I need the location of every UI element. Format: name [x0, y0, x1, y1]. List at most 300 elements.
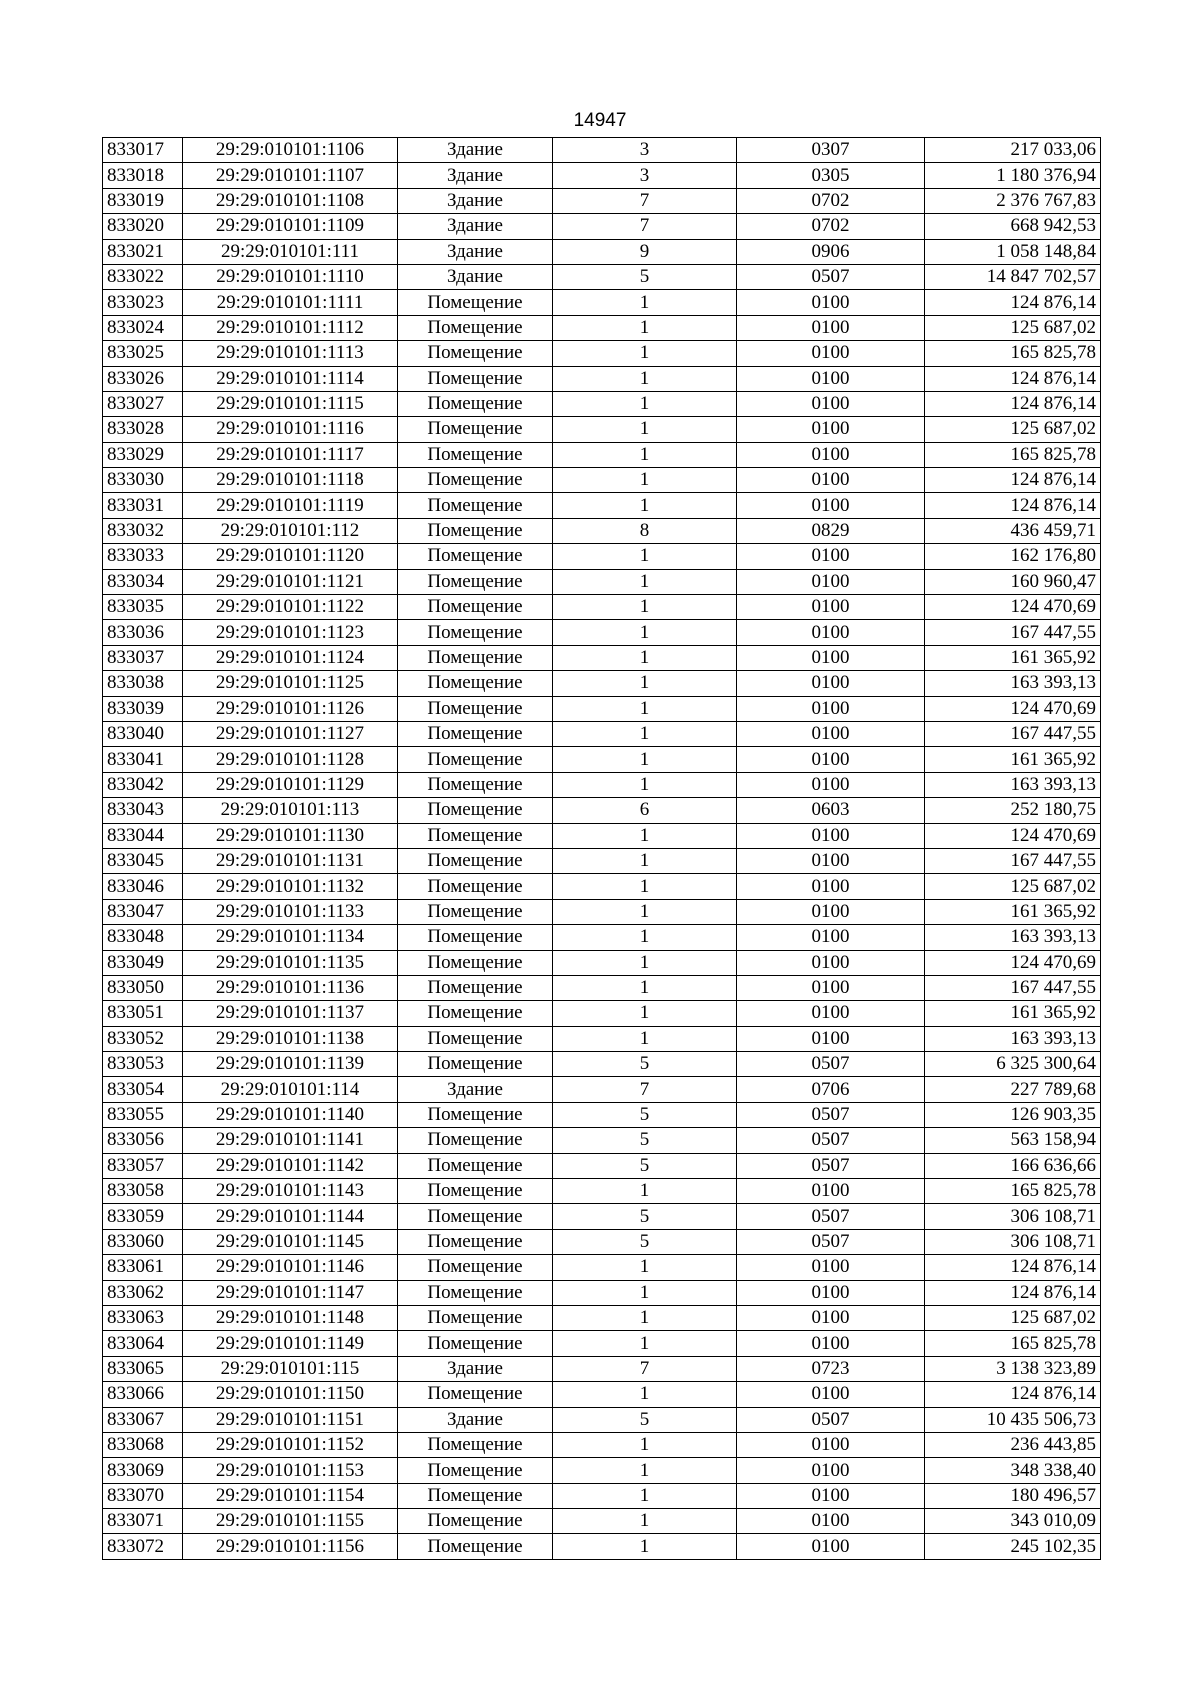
group-cell: 1: [553, 569, 737, 594]
group-cell: 1: [553, 544, 737, 569]
row-number-cell: 833071: [103, 1509, 183, 1534]
cadastral-number-cell: 29:29:010101:1154: [183, 1483, 398, 1508]
row-number-cell: 833039: [103, 696, 183, 721]
table-row: [103, 671, 1101, 696]
group-cell: 3: [553, 163, 737, 188]
object-type-cell: Здание: [398, 214, 553, 239]
table-row: [103, 747, 1101, 772]
group-cell: 5: [553, 1153, 737, 1178]
row-number-cell: 833026: [103, 366, 183, 391]
group-cell: 5: [553, 1102, 737, 1127]
object-type-cell: Помещение: [398, 290, 553, 315]
code-cell: 0100: [737, 823, 925, 848]
table-row: [103, 1255, 1101, 1280]
group-cell: 5: [553, 1407, 737, 1432]
cadastral-value-cell: 245 102,35: [925, 1534, 1101, 1559]
cadastral-number-cell: 29:29:010101:1115: [183, 391, 398, 416]
object-type-cell: Помещение: [398, 1102, 553, 1127]
row-number-cell: 833050: [103, 975, 183, 1000]
row-number-cell: 833043: [103, 798, 183, 823]
cadastral-value-cell: 180 496,57: [925, 1483, 1101, 1508]
object-type-cell: Помещение: [398, 1001, 553, 1026]
object-type-cell: Помещение: [398, 1534, 553, 1559]
object-type-cell: Помещение: [398, 1204, 553, 1229]
group-cell: 1: [553, 1331, 737, 1356]
cadastral-number-cell: 29:29:010101:1118: [183, 468, 398, 493]
row-number-cell: 833038: [103, 671, 183, 696]
group-cell: 1: [553, 1509, 737, 1534]
code-cell: 0100: [737, 290, 925, 315]
cadastral-value-cell: 161 365,92: [925, 645, 1101, 670]
row-number-cell: 833048: [103, 925, 183, 950]
cadastral-value-cell: 563 158,94: [925, 1128, 1101, 1153]
cadastral-number-cell: 29:29:010101:1126: [183, 696, 398, 721]
row-number-cell: 833030: [103, 468, 183, 493]
group-cell: 1: [553, 595, 737, 620]
code-cell: 0100: [737, 1534, 925, 1559]
table-row: [103, 721, 1101, 746]
cadastral-number-cell: 29:29:010101:1143: [183, 1179, 398, 1204]
table-row: [103, 1483, 1101, 1508]
cadastral-number-cell: 29:29:010101:1121: [183, 569, 398, 594]
group-cell: 5: [553, 1229, 737, 1254]
group-cell: 5: [553, 1128, 737, 1153]
cadastral-value-cell: 14 847 702,57: [925, 264, 1101, 289]
row-number-cell: 833065: [103, 1356, 183, 1381]
code-cell: 0100: [737, 848, 925, 873]
cadastral-number-cell: 29:29:010101:1144: [183, 1204, 398, 1229]
row-number-cell: 833057: [103, 1153, 183, 1178]
object-type-cell: Помещение: [398, 1153, 553, 1178]
cadastral-number-cell: 29:29:010101:1151: [183, 1407, 398, 1432]
group-cell: 5: [553, 1204, 737, 1229]
group-cell: 1: [553, 1179, 737, 1204]
cadastral-value-cell: 126 903,35: [925, 1102, 1101, 1127]
table-row: [103, 1534, 1101, 1559]
object-type-cell: Помещение: [398, 1483, 553, 1508]
row-number-cell: 833017: [103, 138, 183, 163]
row-number-cell: 833059: [103, 1204, 183, 1229]
code-cell: 0100: [737, 1255, 925, 1280]
cadastral-number-cell: 29:29:010101:1111: [183, 290, 398, 315]
code-cell: 0100: [737, 1382, 925, 1407]
cadastral-number-cell: 29:29:010101:1110: [183, 264, 398, 289]
group-cell: 1: [553, 1001, 737, 1026]
table-row: [103, 1229, 1101, 1254]
table-row: [103, 1128, 1101, 1153]
code-cell: 0100: [737, 721, 925, 746]
object-type-cell: Помещение: [398, 975, 553, 1000]
row-number-cell: 833018: [103, 163, 183, 188]
object-type-cell: Помещение: [398, 1179, 553, 1204]
group-cell: 1: [553, 747, 737, 772]
cadastral-number-cell: 29:29:010101:1124: [183, 645, 398, 670]
cadastral-value-cell: 124 876,14: [925, 366, 1101, 391]
object-type-cell: Помещение: [398, 645, 553, 670]
object-type-cell: Здание: [398, 239, 553, 264]
object-type-cell: Помещение: [398, 1458, 553, 1483]
cadastral-value-cell: 348 338,40: [925, 1458, 1101, 1483]
object-type-cell: Помещение: [398, 442, 553, 467]
cadastral-number-cell: 29:29:010101:1141: [183, 1128, 398, 1153]
object-type-cell: Здание: [398, 138, 553, 163]
table-row: [103, 848, 1101, 873]
code-cell: 0100: [737, 1179, 925, 1204]
group-cell: 5: [553, 1052, 737, 1077]
group-cell: 1: [553, 1280, 737, 1305]
group-cell: 1: [553, 671, 737, 696]
group-cell: 1: [553, 975, 737, 1000]
object-type-cell: Помещение: [398, 798, 553, 823]
cadastral-number-cell: 29:29:010101:1149: [183, 1331, 398, 1356]
group-cell: 1: [553, 468, 737, 493]
code-cell: 0507: [737, 1407, 925, 1432]
cadastral-value-cell: 125 687,02: [925, 874, 1101, 899]
row-number-cell: 833056: [103, 1128, 183, 1153]
object-type-cell: Помещение: [398, 1331, 553, 1356]
object-type-cell: Здание: [398, 1407, 553, 1432]
cadastral-number-cell: 29:29:010101:1135: [183, 950, 398, 975]
cadastral-number-cell: 29:29:010101:1146: [183, 1255, 398, 1280]
cadastral-number-cell: 29:29:010101:1130: [183, 823, 398, 848]
cadastral-value-cell: 1 058 148,84: [925, 239, 1101, 264]
table-row: [103, 1382, 1101, 1407]
table-row: [103, 1458, 1101, 1483]
row-number-cell: 833041: [103, 747, 183, 772]
cadastral-value-cell: 252 180,75: [925, 798, 1101, 823]
table-row: [103, 696, 1101, 721]
row-number-cell: 833036: [103, 620, 183, 645]
code-cell: 0100: [737, 645, 925, 670]
row-number-cell: 833066: [103, 1382, 183, 1407]
object-type-cell: Помещение: [398, 772, 553, 797]
code-cell: 0906: [737, 239, 925, 264]
object-type-cell: Здание: [398, 264, 553, 289]
code-cell: 0507: [737, 1204, 925, 1229]
object-type-cell: Помещение: [398, 1432, 553, 1457]
row-number-cell: 833054: [103, 1077, 183, 1102]
table-row: [103, 1509, 1101, 1534]
row-number-cell: 833033: [103, 544, 183, 569]
cadastral-number-cell: 29:29:010101:1155: [183, 1509, 398, 1534]
cadastral-value-cell: 163 393,13: [925, 925, 1101, 950]
group-cell: 1: [553, 1432, 737, 1457]
table-row: [103, 1280, 1101, 1305]
row-number-cell: 833063: [103, 1305, 183, 1330]
group-cell: 1: [553, 1483, 737, 1508]
table-row: [103, 1102, 1101, 1127]
object-type-cell: Помещение: [398, 569, 553, 594]
row-number-cell: 833061: [103, 1255, 183, 1280]
cadastral-number-cell: 29:29:010101:113: [183, 798, 398, 823]
object-type-cell: Помещение: [398, 1229, 553, 1254]
cadastral-value-cell: 161 365,92: [925, 1001, 1101, 1026]
row-number-cell: 833053: [103, 1052, 183, 1077]
table-row: [103, 1179, 1101, 1204]
cadastral-number-cell: 29:29:010101:1132: [183, 874, 398, 899]
cadastral-value-cell: 236 443,85: [925, 1432, 1101, 1457]
table-row: [103, 620, 1101, 645]
group-cell: 1: [553, 493, 737, 518]
object-type-cell: Помещение: [398, 1052, 553, 1077]
code-cell: 0100: [737, 1458, 925, 1483]
object-type-cell: Здание: [398, 163, 553, 188]
code-cell: 0100: [737, 1305, 925, 1330]
table-row: [103, 950, 1101, 975]
code-cell: 0100: [737, 1331, 925, 1356]
table-row: [103, 569, 1101, 594]
cadastral-value-cell: 124 876,14: [925, 391, 1101, 416]
page-number: 14947: [573, 110, 627, 131]
group-cell: 7: [553, 188, 737, 213]
table-row: [103, 366, 1101, 391]
object-type-cell: Помещение: [398, 366, 553, 391]
cadastral-value-cell: 124 470,69: [925, 950, 1101, 975]
row-number-cell: 833051: [103, 1001, 183, 1026]
group-cell: 1: [553, 391, 737, 416]
table-row: [103, 874, 1101, 899]
code-cell: 0100: [737, 696, 925, 721]
table-row: [103, 595, 1101, 620]
group-cell: 1: [553, 620, 737, 645]
cadastral-number-cell: 29:29:010101:1148: [183, 1305, 398, 1330]
cadastral-value-cell: 163 393,13: [925, 772, 1101, 797]
table-row: [103, 1407, 1101, 1432]
group-cell: 1: [553, 1305, 737, 1330]
cadastral-value-cell: 2 376 767,83: [925, 188, 1101, 213]
cadastral-number-cell: 29:29:010101:112: [183, 518, 398, 543]
code-cell: 0307: [737, 138, 925, 163]
code-cell: 0100: [737, 1483, 925, 1508]
code-cell: 0100: [737, 747, 925, 772]
table-row: [103, 1356, 1101, 1381]
cadastral-value-cell: 167 447,55: [925, 721, 1101, 746]
row-number-cell: 833047: [103, 899, 183, 924]
cadastral-value-cell: 124 876,14: [925, 1382, 1101, 1407]
code-cell: 0507: [737, 1102, 925, 1127]
cadastral-number-cell: 29:29:010101:1114: [183, 366, 398, 391]
cadastral-value-cell: 343 010,09: [925, 1509, 1101, 1534]
table-row: [103, 1026, 1101, 1051]
cadastral-number-cell: 29:29:010101:1120: [183, 544, 398, 569]
row-number-cell: 833067: [103, 1407, 183, 1432]
code-cell: 0100: [737, 442, 925, 467]
cadastral-value-cell: 125 687,02: [925, 417, 1101, 442]
cadastral-number-cell: 29:29:010101:1127: [183, 721, 398, 746]
cadastral-value-cell: 125 687,02: [925, 1305, 1101, 1330]
row-number-cell: 833024: [103, 315, 183, 340]
code-cell: 0507: [737, 1229, 925, 1254]
code-cell: 0100: [737, 391, 925, 416]
code-cell: 0100: [737, 417, 925, 442]
cadastral-number-cell: 29:29:010101:1140: [183, 1102, 398, 1127]
object-type-cell: Помещение: [398, 391, 553, 416]
row-number-cell: 833072: [103, 1534, 183, 1559]
group-cell: 1: [553, 721, 737, 746]
code-cell: 0100: [737, 366, 925, 391]
table-row: [103, 544, 1101, 569]
cadastral-value-cell: 165 825,78: [925, 1179, 1101, 1204]
cadastral-value-cell: 6 325 300,64: [925, 1052, 1101, 1077]
group-cell: 6: [553, 798, 737, 823]
table-row: [103, 341, 1101, 366]
row-number-cell: 833022: [103, 264, 183, 289]
table-row: [103, 1153, 1101, 1178]
code-cell: 0100: [737, 493, 925, 518]
group-cell: 1: [553, 417, 737, 442]
group-cell: 7: [553, 1356, 737, 1381]
cadastral-number-cell: 29:29:010101:1156: [183, 1534, 398, 1559]
cadastral-value-table: [102, 137, 1101, 1560]
row-number-cell: 833062: [103, 1280, 183, 1305]
table-row: [103, 214, 1101, 239]
table-row: [103, 138, 1101, 163]
table-row: [103, 417, 1101, 442]
group-cell: 1: [553, 899, 737, 924]
object-type-cell: Помещение: [398, 518, 553, 543]
object-type-cell: Помещение: [398, 925, 553, 950]
code-cell: 0100: [737, 772, 925, 797]
group-cell: 7: [553, 1077, 737, 1102]
object-type-cell: Помещение: [398, 468, 553, 493]
cadastral-number-cell: 29:29:010101:1131: [183, 848, 398, 873]
cadastral-number-cell: 29:29:010101:1153: [183, 1458, 398, 1483]
table-row: [103, 1432, 1101, 1457]
object-type-cell: Помещение: [398, 493, 553, 518]
row-number-cell: 833029: [103, 442, 183, 467]
table-row: [103, 975, 1101, 1000]
object-type-cell: Помещение: [398, 1128, 553, 1153]
table-row: [103, 1204, 1101, 1229]
code-cell: 0100: [737, 975, 925, 1000]
row-number-cell: 833055: [103, 1102, 183, 1127]
cadastral-number-cell: 29:29:010101:1150: [183, 1382, 398, 1407]
group-cell: 1: [553, 1458, 737, 1483]
group-cell: 1: [553, 696, 737, 721]
row-number-cell: 833025: [103, 341, 183, 366]
code-cell: 0603: [737, 798, 925, 823]
table-row: [103, 1052, 1101, 1077]
table-row: [103, 163, 1101, 188]
table-row: [103, 468, 1101, 493]
cadastral-value-cell: 165 825,78: [925, 1331, 1101, 1356]
object-type-cell: Помещение: [398, 747, 553, 772]
code-cell: 0100: [737, 544, 925, 569]
table-row: [103, 239, 1101, 264]
cadastral-number-cell: 29:29:010101:111: [183, 239, 398, 264]
code-cell: 0100: [737, 341, 925, 366]
cadastral-value-cell: 306 108,71: [925, 1229, 1101, 1254]
object-type-cell: Здание: [398, 1356, 553, 1381]
row-number-cell: 833049: [103, 950, 183, 975]
group-cell: 1: [553, 772, 737, 797]
code-cell: 0723: [737, 1356, 925, 1381]
object-type-cell: Помещение: [398, 671, 553, 696]
table-body: [103, 138, 1101, 1560]
cadastral-value-cell: 163 393,13: [925, 671, 1101, 696]
cadastral-value-cell: 124 470,69: [925, 823, 1101, 848]
code-cell: 0706: [737, 1077, 925, 1102]
cadastral-number-cell: 29:29:010101:1139: [183, 1052, 398, 1077]
cadastral-value-cell: 124 876,14: [925, 1280, 1101, 1305]
cadastral-number-cell: 29:29:010101:1108: [183, 188, 398, 213]
cadastral-value-cell: 160 960,47: [925, 569, 1101, 594]
row-number-cell: 833032: [103, 518, 183, 543]
cadastral-number-cell: 29:29:010101:1128: [183, 747, 398, 772]
group-cell: 5: [553, 264, 737, 289]
code-cell: 0507: [737, 1128, 925, 1153]
table-row: [103, 442, 1101, 467]
table-row: [103, 772, 1101, 797]
cadastral-number-cell: 29:29:010101:115: [183, 1356, 398, 1381]
cadastral-number-cell: 29:29:010101:1117: [183, 442, 398, 467]
table-row: [103, 290, 1101, 315]
cadastral-value-cell: 227 789,68: [925, 1077, 1101, 1102]
group-cell: 1: [553, 442, 737, 467]
table-row: [103, 899, 1101, 924]
table-row: [103, 264, 1101, 289]
cadastral-number-cell: 29:29:010101:1136: [183, 975, 398, 1000]
code-cell: 0100: [737, 899, 925, 924]
cadastral-number-cell: 29:29:010101:1133: [183, 899, 398, 924]
cadastral-number-cell: 29:29:010101:1123: [183, 620, 398, 645]
object-type-cell: Помещение: [398, 823, 553, 848]
table-row: [103, 925, 1101, 950]
object-type-cell: Помещение: [398, 1280, 553, 1305]
code-cell: 0100: [737, 569, 925, 594]
cadastral-number-cell: 29:29:010101:1137: [183, 1001, 398, 1026]
code-cell: 0100: [737, 620, 925, 645]
table-row: [103, 1001, 1101, 1026]
code-cell: 0507: [737, 1052, 925, 1077]
row-number-cell: 833034: [103, 569, 183, 594]
code-cell: 0100: [737, 925, 925, 950]
code-cell: 0100: [737, 950, 925, 975]
row-number-cell: 833068: [103, 1432, 183, 1457]
cadastral-value-cell: 124 876,14: [925, 1255, 1101, 1280]
code-cell: 0100: [737, 595, 925, 620]
cadastral-value-cell: 1 180 376,94: [925, 163, 1101, 188]
object-type-cell: Помещение: [398, 874, 553, 899]
object-type-cell: Помещение: [398, 721, 553, 746]
cadastral-value-cell: 162 176,80: [925, 544, 1101, 569]
cadastral-number-cell: 29:29:010101:1134: [183, 925, 398, 950]
table-row: [103, 1077, 1101, 1102]
row-number-cell: 833027: [103, 391, 183, 416]
group-cell: 1: [553, 645, 737, 670]
cadastral-value-cell: 167 447,55: [925, 848, 1101, 873]
cadastral-value-cell: 124 470,69: [925, 595, 1101, 620]
cadastral-number-cell: 29:29:010101:1107: [183, 163, 398, 188]
code-cell: 0100: [737, 671, 925, 696]
table-row: [103, 1305, 1101, 1330]
row-number-cell: 833021: [103, 239, 183, 264]
cadastral-value-cell: 217 033,06: [925, 138, 1101, 163]
cadastral-value-cell: 668 942,53: [925, 214, 1101, 239]
table-row: [103, 493, 1101, 518]
row-number-cell: 833040: [103, 721, 183, 746]
cadastral-value-cell: 10 435 506,73: [925, 1407, 1101, 1432]
code-cell: 0100: [737, 1026, 925, 1051]
cadastral-value-cell: 124 876,14: [925, 290, 1101, 315]
code-cell: 0702: [737, 188, 925, 213]
row-number-cell: 833045: [103, 848, 183, 873]
object-type-cell: Здание: [398, 1077, 553, 1102]
row-number-cell: 833019: [103, 188, 183, 213]
cadastral-number-cell: 29:29:010101:1122: [183, 595, 398, 620]
group-cell: 1: [553, 848, 737, 873]
cadastral-value-cell: 124 876,14: [925, 468, 1101, 493]
